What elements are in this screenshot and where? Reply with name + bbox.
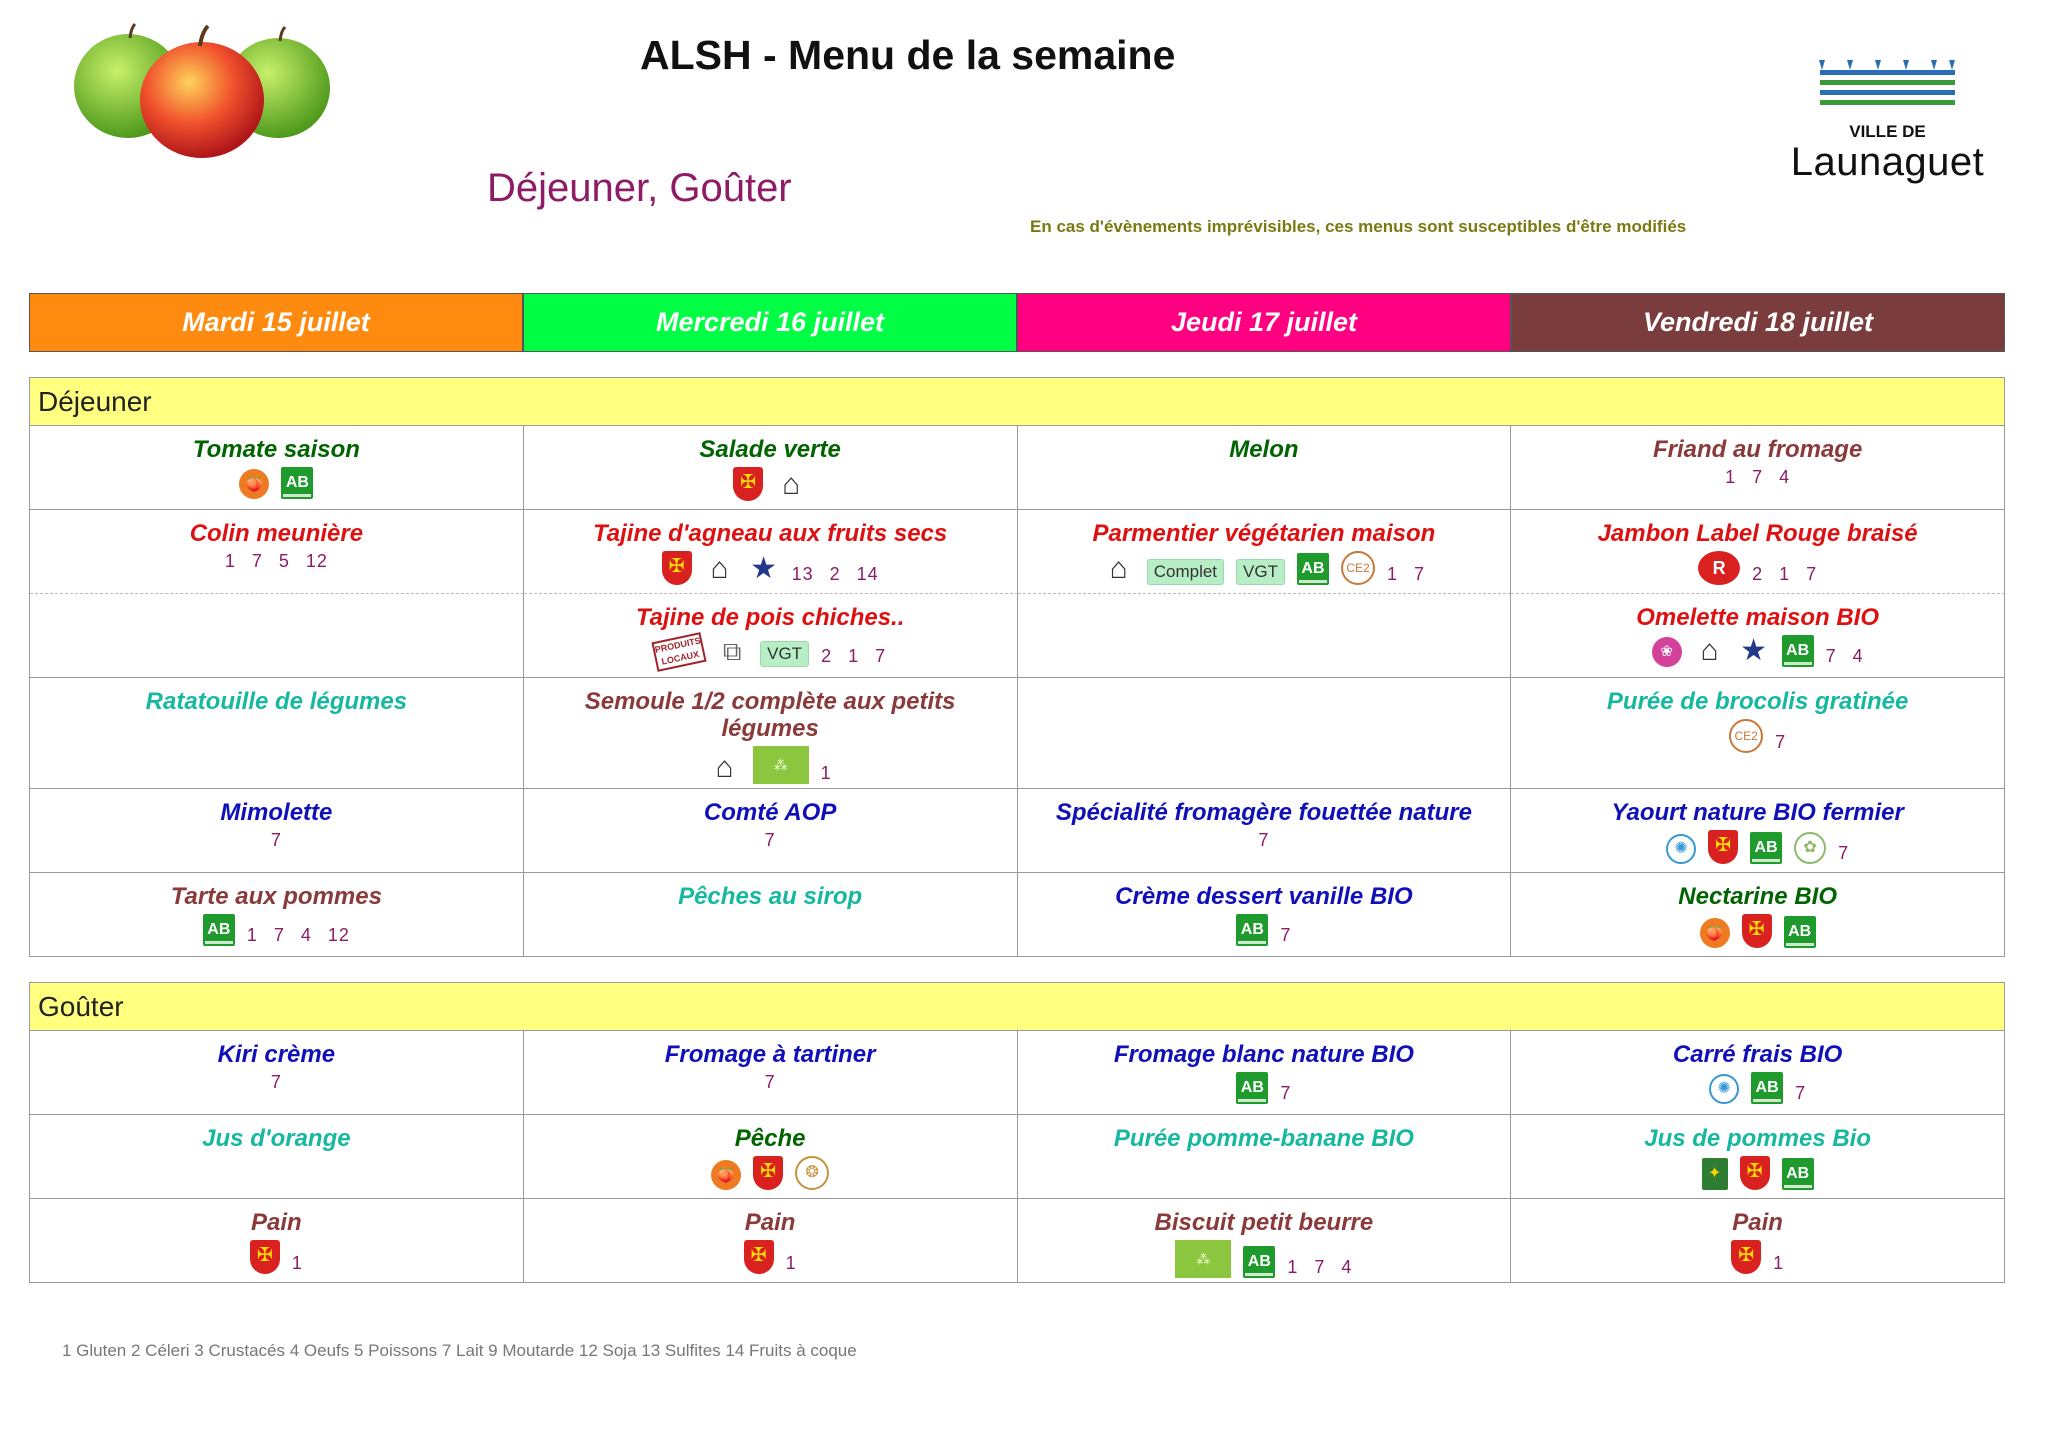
dish-name: Fromage blanc nature BIO [1113, 1041, 1414, 1068]
dish-meta [711, 1156, 829, 1190]
allergen-codes: 1 [820, 763, 832, 783]
dish-name: Biscuit petit beurre [1154, 1209, 1374, 1236]
section-title: Déjeuner [29, 377, 2005, 426]
dish-name: Crème dessert vanille BIO [1115, 883, 1413, 910]
menu-cell [1511, 1115, 2005, 1199]
ce2-icon: CE2 [1341, 551, 1375, 585]
bio-icon: AB [1236, 914, 1268, 946]
allergen-codes: 7 [270, 830, 282, 850]
dish-meta [744, 1240, 797, 1274]
dish-meta [1725, 467, 1790, 488]
barquette-icon: ⧉ [722, 636, 742, 666]
fait-maison-icon: ⌂ [1109, 552, 1128, 585]
occitanie-icon: ✠ [662, 551, 692, 585]
allergen-codes: 1 [785, 1253, 797, 1273]
dish-meta [203, 914, 350, 946]
dish-meta [662, 551, 879, 585]
page-title: ALSH - Menu de la semaine [640, 32, 1176, 78]
menu-cell [524, 1199, 1018, 1283]
dish-meta [765, 1072, 776, 1093]
menu-cell [30, 789, 524, 873]
allergen-codes: 1 7 4 12 [246, 925, 350, 945]
dish-meta [1698, 551, 1817, 585]
complet-icon: Complet [1147, 559, 1224, 585]
menu-cell [1511, 1199, 2005, 1283]
allergen-codes: 2 1 7 [821, 646, 887, 666]
fruits-de-france-icon: 🍑 [1700, 918, 1730, 948]
page-subtitle: Déjeuner, Goûter [487, 166, 792, 210]
vegetarien-icon: VGT [760, 641, 809, 667]
menu-cell [1018, 873, 1512, 957]
menu-cell [524, 1031, 1018, 1115]
fait-maison-icon: ⌂ [710, 552, 729, 585]
dish-name: Pêches au sirop [678, 883, 863, 910]
dish-name: Purée pomme-banane BIO [1113, 1125, 1414, 1152]
dish-meta [271, 830, 282, 851]
eurofeuille-icon: ⁂ [753, 746, 809, 784]
dish-name: Tomate saison [192, 436, 360, 463]
fait-maison-icon: ⌂ [715, 751, 734, 784]
bio-icon: AB [1784, 916, 1816, 948]
dish-name: Yaourt nature BIO fermier [1611, 799, 1904, 826]
menu-cell [30, 1031, 524, 1115]
fermier-icon: ✿ [1794, 832, 1826, 864]
dish-name: Comté AOP [703, 799, 837, 826]
menu-cell [30, 678, 524, 789]
menu-cell [1511, 510, 2005, 594]
dish-name: Pêche [734, 1125, 806, 1152]
menu-cell [30, 594, 524, 678]
occitanie-icon: ✠ [1742, 914, 1772, 948]
bio-icon: AB [281, 467, 313, 499]
allergen-codes: 7 [764, 1072, 776, 1092]
dish-name: Ratatouille de légumes [145, 688, 408, 715]
fait-maison-icon: ⌂ [1700, 634, 1719, 667]
dish-name: Jus d'orange [202, 1125, 351, 1152]
origine-france-icon: ★ [1740, 634, 1768, 667]
city-logo-emblem [1780, 58, 1995, 120]
menu-cell [30, 426, 524, 510]
day-header: Mercredi 16 juillet [523, 293, 1017, 352]
bio-icon: AB [1236, 1072, 1268, 1104]
dish-name: Tajine de pois chiches.. [635, 604, 905, 631]
dish-name: Semoule 1/2 complète aux petits légumes [584, 688, 956, 742]
dish-name: Parmentier végétarien maison [1092, 520, 1436, 547]
menu-cell [1018, 426, 1512, 510]
menu-cell [1511, 1031, 2005, 1115]
dish-meta [1236, 1072, 1291, 1104]
allergen-codes: 7 [1258, 830, 1270, 850]
allergen-codes: 1 7 [1386, 564, 1426, 584]
label-rouge-icon: R [1698, 551, 1740, 585]
apples-image [70, 16, 332, 160]
dish-meta [1175, 1240, 1352, 1278]
dish-meta [1666, 830, 1849, 864]
dish-meta [271, 1072, 282, 1093]
menu-cell [524, 510, 1018, 594]
menu-cell [1018, 1199, 1512, 1283]
dish-name: Nectarine BIO [1678, 883, 1837, 910]
peche-durable-icon: ✺ [1666, 834, 1696, 864]
allergen-codes: 7 [270, 1072, 282, 1092]
section-gouter [29, 982, 2005, 1283]
dish-meta [1103, 551, 1425, 585]
menu-cell [1511, 594, 2005, 678]
menu-cell [1018, 1115, 1512, 1199]
allergen-codes: 7 [1280, 925, 1292, 945]
menu-cell [524, 1115, 1018, 1199]
allergen-codes: 2 1 7 [1752, 564, 1818, 584]
vegetarien-icon: VGT [1236, 559, 1285, 585]
bio-icon: AB [1782, 635, 1814, 667]
allergen-codes: 1 [291, 1253, 303, 1273]
menu-cell [524, 594, 1018, 678]
menu-cell [1018, 1031, 1512, 1115]
dish-meta [225, 551, 328, 572]
dish-meta [709, 746, 832, 784]
occitanie-icon: ✠ [250, 1240, 280, 1274]
menu-cell [524, 873, 1018, 957]
allergen-codes: 7 [1838, 843, 1850, 863]
occitanie-icon: ✠ [744, 1240, 774, 1274]
origine-france-icon: ★ [750, 552, 778, 585]
dish-name: Kiri crème [217, 1041, 336, 1068]
dish-meta [733, 467, 807, 501]
menu-cell [30, 873, 524, 957]
menu-cell [1511, 678, 2005, 789]
dish-name: Jus de pommes Bio [1644, 1125, 1871, 1152]
fait-maison-icon: ⌂ [782, 468, 801, 501]
logo-city-name: Launaguet [1790, 140, 1985, 184]
dish-name: Melon [1229, 436, 1299, 463]
aop-icon: ❂ [795, 1156, 829, 1190]
menu-cell [1018, 789, 1512, 873]
menu-cell [524, 789, 1018, 873]
ce2-icon: CE2 [1729, 719, 1763, 753]
fruits-de-france-icon: 🍑 [239, 469, 269, 499]
dish-meta [1729, 719, 1786, 753]
dish-meta [250, 1240, 303, 1274]
allergen-codes: 1 7 4 [1287, 1257, 1353, 1277]
menu-cell [1018, 510, 1512, 594]
day-headers [29, 293, 2005, 352]
bio-icon: AB [1750, 832, 1782, 864]
peche-durable-icon: ✺ [1709, 1074, 1739, 1104]
day-header: Vendredi 18 juillet [1511, 293, 2005, 352]
dish-name: Spécialité fromagère fouettée nature [1055, 799, 1472, 826]
occitanie-icon: ✠ [1740, 1156, 1770, 1190]
fruits-de-france-icon: 🍑 [711, 1160, 741, 1190]
menu-cell [30, 1115, 524, 1199]
menu-cell [1018, 678, 1512, 789]
dish-name: Jambon Label Rouge braisé [1597, 520, 1918, 547]
bio-icon: AB [1751, 1072, 1783, 1104]
dish-name: Pain [744, 1209, 796, 1236]
allergen-legend: 1 Gluten 2 Céleri 3 Crustacés 4 Oeufs 5 Poissons 7 Lait 9 Moutarde 12 Soja 13 Sulfites 14 Fruits à coque [62, 1341, 857, 1360]
dish-name: Pain [251, 1209, 302, 1236]
occitanie-icon: ✠ [1708, 830, 1738, 864]
day-header: Jeudi 17 juillet [1017, 293, 1511, 352]
menu-cell [1511, 426, 2005, 510]
dish-name: Colin meunière [189, 520, 364, 547]
menu-cell [1511, 789, 2005, 873]
allergen-codes: 7 4 [1825, 646, 1864, 666]
menu-grid [29, 426, 2005, 957]
dish-meta [1731, 1240, 1784, 1274]
menu-cell [30, 1199, 524, 1283]
dish-name: Fromage à tartiner [664, 1041, 876, 1068]
dish-meta [239, 467, 313, 499]
bio-icon: AB [1782, 1158, 1814, 1190]
bleu-blanc-coeur-icon: ❀ [1652, 637, 1682, 667]
allergen-codes: 13 2 14 [791, 564, 879, 584]
eco-label-icon: ✦ [1702, 1158, 1728, 1190]
eurofeuille-icon: ⁂ [1175, 1240, 1231, 1278]
menu-grid [29, 1031, 2005, 1283]
dish-name: Pain [1732, 1209, 1783, 1236]
dish-meta [1700, 914, 1816, 948]
occitanie-icon: ✠ [1731, 1240, 1761, 1274]
dish-meta [1702, 1156, 1814, 1190]
section-title: Goûter [29, 982, 2005, 1031]
dish-meta [1709, 1072, 1806, 1104]
allergen-codes: 1 [1773, 1253, 1785, 1273]
produits-locaux-icon: PRODUITS LOCAUX [652, 632, 707, 672]
dish-name: Mimolette [220, 799, 333, 826]
menu-cell [524, 678, 1018, 789]
dish-meta [1258, 830, 1269, 851]
menu-cell [1511, 873, 2005, 957]
section-dejeuner [29, 377, 2005, 957]
dish-name: Purée de brocolis gratinée [1606, 688, 1909, 715]
allergen-codes: 1 7 4 [1725, 467, 1791, 487]
menu-cell [30, 510, 524, 594]
day-header: Mardi 15 juillet [29, 293, 523, 352]
menu-cell [524, 426, 1018, 510]
dish-meta [654, 635, 886, 667]
allergen-codes: 7 [1795, 1083, 1807, 1103]
menu-cell [1018, 594, 1512, 678]
logo-ville-de: VILLE DE [1849, 122, 1926, 141]
dish-name: Tarte aux pommes [170, 883, 382, 910]
dish-meta [1652, 635, 1864, 667]
dish-meta [1236, 914, 1291, 946]
dish-name: Friand au fromage [1652, 436, 1863, 463]
bio-icon: AB [203, 914, 235, 946]
occitanie-icon: ✠ [733, 467, 763, 501]
allergen-codes: 7 [1775, 732, 1787, 752]
dish-meta [765, 830, 776, 851]
dish-name: Omelette maison BIO [1636, 604, 1879, 631]
allergen-codes: 1 7 5 12 [224, 551, 328, 571]
city-logo [1780, 58, 1995, 188]
dish-name: Salade verte [699, 436, 841, 463]
allergen-codes: 7 [764, 830, 776, 850]
bio-icon: AB [1297, 553, 1329, 585]
dish-name: Tajine d'agneau aux fruits secs [592, 520, 948, 547]
allergen-codes: 7 [1280, 1083, 1292, 1103]
occitanie-icon: ✠ [753, 1156, 783, 1190]
bio-icon: AB [1243, 1246, 1275, 1278]
dish-name: Carré frais BIO [1672, 1041, 1843, 1068]
change-notice: En cas d'évènements imprévisibles, ces menus sont susceptibles d'être modifiés [1030, 217, 1687, 236]
